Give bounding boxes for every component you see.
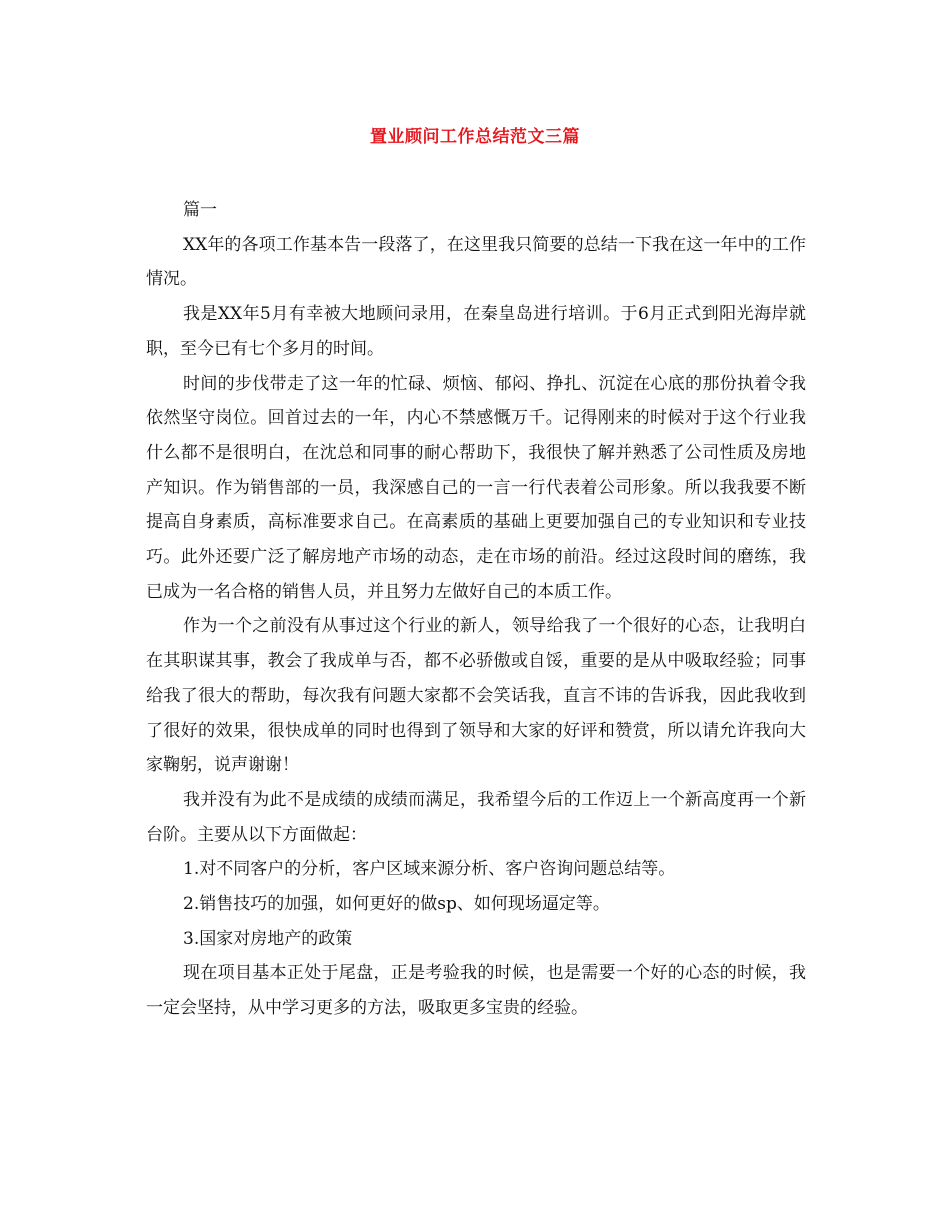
paragraph: 我并没有为此不是成绩的成绩而满足，我希望今后的工作迈上一个新高度再一个新台阶。主要从以下方面做起： [146, 789, 806, 845]
paragraph: 时间的步伐带走了这一年的忙碌、烦恼、郁闷、挣扎、沉淀在心底的那份执着令我依然坚守岗位。回首过去的一年，内心不禁感慨万千。记得刚来的时候对于这个行业我什么都不是很明白，在沈总和同事的耐心帮助下，我很快了解并熟悉了公司性质及房地产知识。作为销售部的一员，我深感自己的一言一行代表着公司形象。所以我我要不断提高自身素质，高标准要求自己。在高素质的基础上更要加强自己的专业知识和专业技巧。此外还要广泛了解房地产市场的动态，走在市场的前沿。经过这段时间的磨练，我已成为一名合格的销售人员，并且努力左做好自己的本质工作。 [146, 373, 806, 602]
document-body [146, 193, 806, 1026]
list-item: 3.国家对房地产的政策 [183, 928, 353, 949]
paragraph: 现在项目基本正处于尾盘，正是考验我的时候，也是需要一个好的心态的时候，我一定会坚持，从中学习更多的方法，吸取更多宝贵的经验。 [146, 963, 806, 1019]
paragraph: XX年的各项工作基本告一段落了，在这里我只简要的总结一下我在这一年中的工作情况。 [146, 234, 806, 290]
list-item: 2.销售技巧的加强，如何更好的做sp、如何现场逼定等。 [183, 894, 610, 915]
paragraph: 作为一个之前没有从事过这个行业的新人，领导给我了一个很好的心态，让我明白在其职谋其事，教会了我成单与否，都不必骄傲或自馁，重要的是从中吸取经验；同事给我了很大的帮助，每次我有问题大家都不会笑话我，直言不讳的告诉我，因此我收到了很好的效果，很快成单的同时也得到了领导和大家的好评和赞赏，所以请允许我向大家鞠躬，说声谢谢！ [146, 616, 806, 776]
list-item: 1.对不同客户的分析，客户区域来源分析、客户咨询问题总结等。 [183, 859, 676, 880]
paragraph: 我是XX年5月有幸被大地顾问录用，在秦皇岛进行培训。于6月正式到阳光海岸就职，至今已有七个多月的时间。 [146, 304, 806, 359]
document-title: 置业顾问工作总结范文三篇 [370, 127, 580, 147]
section-heading: 篇一 [183, 200, 217, 220]
